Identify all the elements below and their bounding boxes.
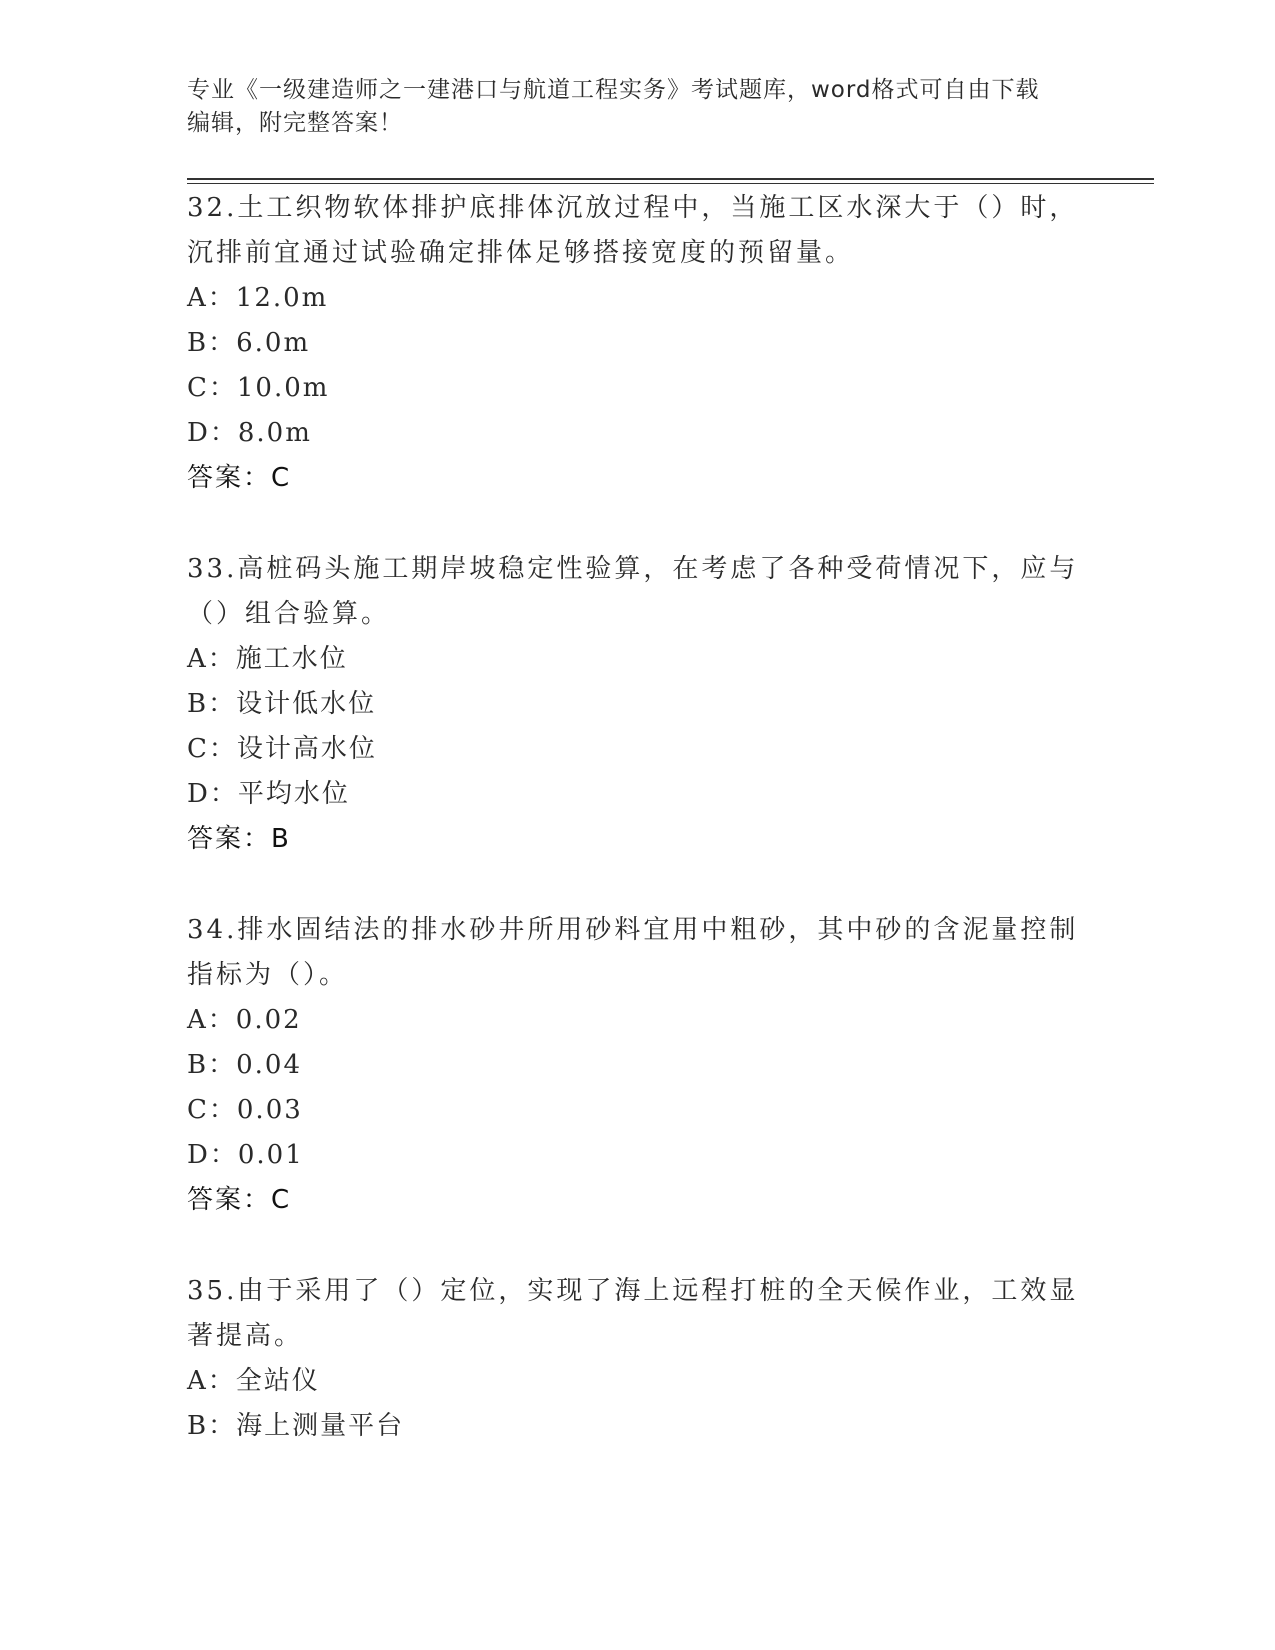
question-stem-line-2: （）组合验算。 xyxy=(187,599,391,629)
question-stem-line-1: 34.排水固结法的排水砂井所用砂料宜用中粗砂，其中砂的含泥量控制 xyxy=(187,915,1079,945)
option-d: D：0.01 xyxy=(187,1140,304,1170)
question-stem-line-1: 32.土工织物软体排护底排体沉放过程中，当施工区水深大于（）时， xyxy=(187,193,1079,223)
document-header xyxy=(187,74,1087,140)
header-divider-thick xyxy=(187,178,1154,180)
option-b: B：海上测量平台 xyxy=(187,1411,405,1441)
option-a: A：施工水位 xyxy=(187,644,348,674)
option-d: D：平均水位 xyxy=(187,779,350,809)
header-divider-thin xyxy=(187,183,1154,184)
option-c: C：设计高水位 xyxy=(187,734,377,764)
question-32 xyxy=(187,186,1087,501)
question-stem-line-2: 著提高。 xyxy=(187,1321,304,1351)
option-b: B：设计低水位 xyxy=(187,689,377,719)
option-a: A：0.02 xyxy=(187,1005,302,1035)
header-line-2: 编辑，附完整答案！ xyxy=(187,110,403,136)
question-34 xyxy=(187,908,1087,1223)
question-35 xyxy=(187,1269,1087,1449)
answer: 答案：C xyxy=(187,463,292,493)
option-c: C：0.03 xyxy=(187,1095,303,1125)
question-stem-line-1: 35.由于采用了（）定位，实现了海上远程打桩的全天候作业，工效显 xyxy=(187,1276,1079,1306)
answer: 答案：B xyxy=(187,824,291,854)
option-b: B：0.04 xyxy=(187,1050,302,1080)
question-stem-line-2: 指标为（）。 xyxy=(187,960,349,990)
answer: 答案：C xyxy=(187,1185,292,1215)
question-stem-line-2: 沉排前宜通过试验确定排体足够搭接宽度的预留量。 xyxy=(187,238,855,268)
option-a: A：12.0m xyxy=(187,283,329,313)
question-stem-line-1: 33.高桩码头施工期岸坡稳定性验算，在考虑了各种受荷情况下，应与 xyxy=(187,554,1079,584)
option-a: A：全站仪 xyxy=(187,1366,320,1396)
header-line-1: 专业《一级建造师之一建港口与航道工程实务》考试题库，word格式可自由下载 xyxy=(187,77,1040,103)
option-c: C：10.0m xyxy=(187,373,330,403)
option-d: D：8.0m xyxy=(187,418,312,448)
question-33 xyxy=(187,547,1087,862)
option-b: B：6.0m xyxy=(187,328,311,358)
